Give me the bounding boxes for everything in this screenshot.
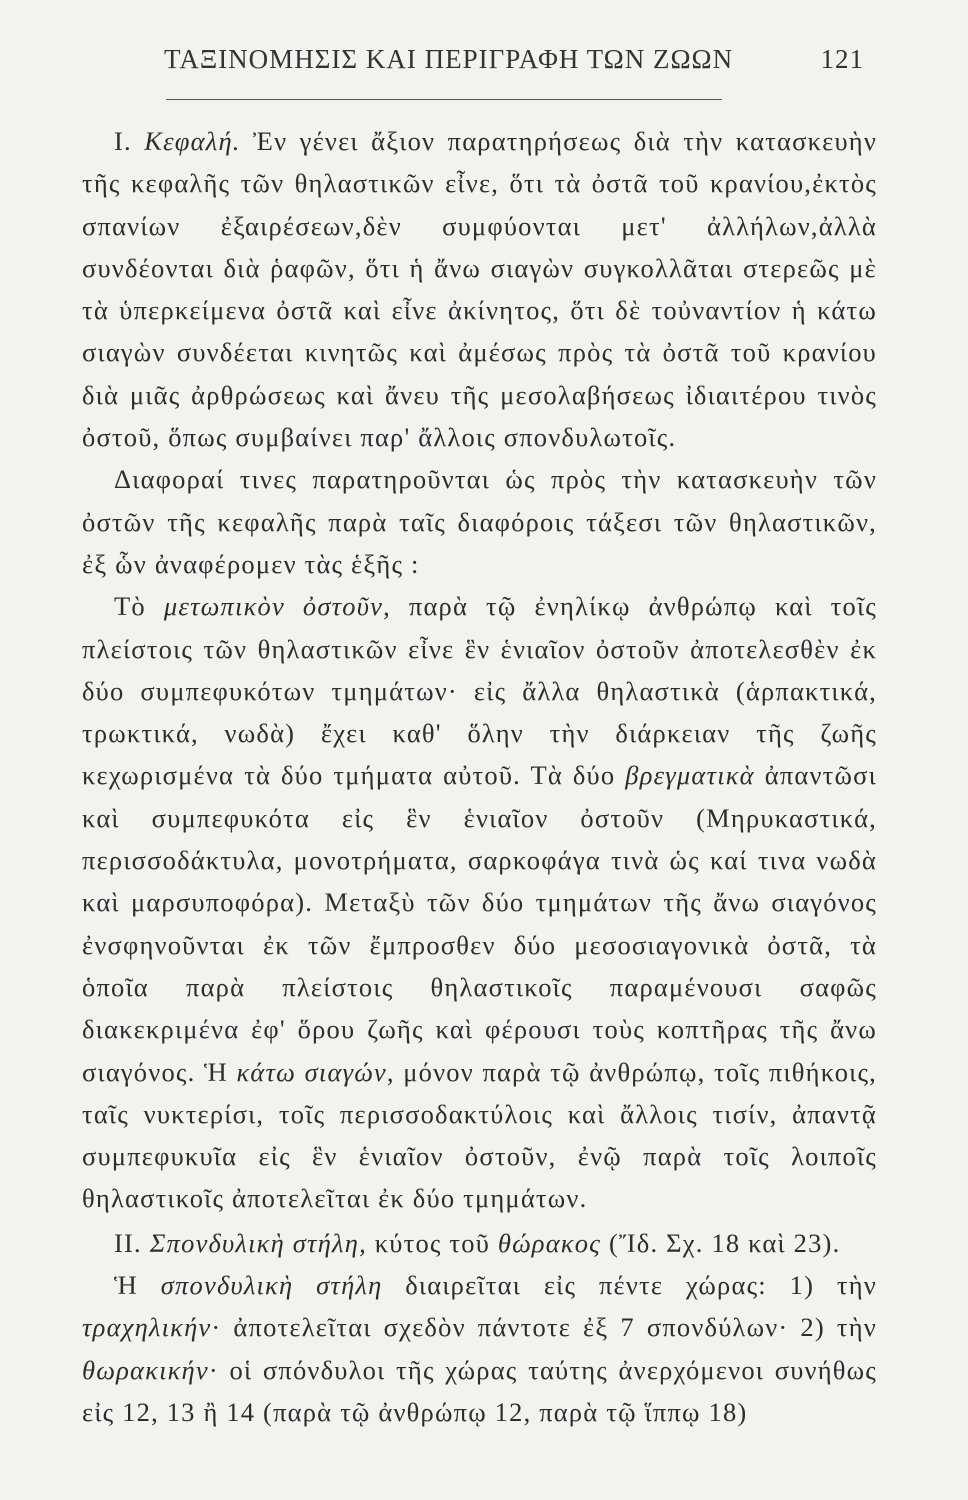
section-1-title: Κεφαλή. (144, 126, 241, 156)
running-head (164, 44, 864, 88)
term-thoracic: θωρακικήν (82, 1354, 209, 1385)
text-fragment: · ἀποτελεῖται σχεδὸν πάντοτε ἐξ 7 σπονδύλων· 2) τὴν (211, 1312, 877, 1343)
term-cervical: τραχηλικήν (82, 1312, 212, 1343)
text-fragment: · οἱ σπόνδυλοι τῆς χώρας ταύτης ἀνερχόμενοι συνήθως εἰς 12, 13 ἢ 14 (παρὰ τῷ ἀνθρώπῳ 12, παρὰ τῷ ἵππῳ 18) (82, 1354, 877, 1427)
section-2-paragraph-1 (82, 1264, 877, 1433)
term-lower-jaw: κάτω σιαγών (236, 1056, 387, 1087)
text-fragment: διαιρεῖται εἰς πέντε χώρας: 1) τὴν (382, 1270, 877, 1301)
section-1-paragraph-2 (82, 458, 877, 585)
text-fragment: ἀπαντῶσι καὶ συμπεφυκότα εἰς ἓν ἑνιαῖον ὀστοῦν (Μηρυκαστικά, περισσοδάκτυλα, μονοτρήματα, σαρκοφάγα τινὰ ὡς καί τινα νωδὰ καὶ μαρσυποφόρα). Μεταξὺ τῶν δύο τμημάτων τῆς ἄνω σιαγόνος ἐνσφηνοῦνται ἐκ τῶν ἔμπροσθεν δύο μεσοσιαγονικὰ ὀστᾶ, τὰ ὁποῖα παρὰ πλείστοις θηλαστικοῖς παραμένουσι σαφῶς διακεκριμένα ἐφ' ὅρου ζωῆς καὶ φέρουσι τοὺς κοπτῆρας τῆς ἄνω σιαγόνος. Ἡ (82, 760, 877, 1087)
section-1-text-1: Ἐν γένει ἄξιον παρατηρήσεως διὰ τὴν κατασκευὴν τῆς κεφαλῆς τῶν θηλαστικῶν εἶνε, ὅτι τὰ ὀστᾶ τοῦ κρανίου,ἐκτὸς σπανίων ἐξαιρέσεων,δὲν συμφύονται μετ' ἀλλήλων,ἀλλὰ συνδέονται διὰ ῥαφῶν, ὅτι ἡ ἄνω σιαγὼν συγκολλᾶται στερεῶς μὲ τὰ ὑπερκείμενα ὀστᾶ καὶ εἶνε ἀκίνητος, ὅτι δὲ τοὐναντίον ἡ κάτω σιαγὼν συνδέεται κινητῶς καὶ ἀμέσως πρὸς τὰ ὀστᾶ τοῦ κρανίου διὰ μιᾶς ἀρθρώσεως καὶ ἄνευ τῆς μεσολαβήσεως ἰδιαιτέρου τινὸς ὀστοῦ, ὅπως συμβαίνει παρ' ἄλλοις σπονδυλωτοῖς. (82, 126, 878, 453)
term-parietal: βρεγματικὰ (625, 760, 755, 791)
figure-reference: (Ἴδ. Σχ. 18 καὶ 23). (601, 1227, 841, 1258)
section-1-paragraph-1 (82, 120, 877, 458)
section-2-number: II. (114, 1227, 142, 1258)
main-text (82, 120, 877, 1433)
term-frontal-bone: μετωπικὸν ὀστοῦν (163, 591, 384, 622)
page-number: 121 (820, 44, 864, 74)
term-thorax: θώρακος (497, 1227, 602, 1258)
text-fragment: Τὸ (114, 591, 164, 622)
section-2-title: Σπονδυλικὴ στήλη, (149, 1227, 367, 1258)
section-2-heading (82, 1222, 877, 1264)
header-rule (166, 99, 722, 100)
text-fragment: , παρὰ τῷ ἐνηλίκῳ ἀνθρώπῳ καὶ τοῖς πλείστοις τῶν θηλαστικῶν εἶνε ἓν ἑνιαῖον ὀστοῦν ἀποτελεσθὲν ἐκ δύο συμπεφυκότων τμημάτων· εἰς ἄλλα θηλαστικὰ (ἁρπακτικά, τρωκτικά, νωδὰ) ἔχει καθ' ὅλην τὴν διάρκειαν τῆς ζωῆς κεχωρισμένα τὰ δύο τμήματα αὐτοῦ. Τὰ δύο (82, 591, 877, 791)
text-fragment: , μόνον παρὰ τῷ ἀνθρώπῳ, τοῖς πιθήκοις, ταῖς νυκτερίσι, τοῖς περισσοδακτύλοις καὶ ἄλλοις τισίν, ἀπαντᾷ συμπεφυκυῖα εἰς ἓν ἑνιαῖον ὀστοῦν, ἐνῷ παρὰ τοῖς λοιποῖς θηλαστικοῖς ἀποτελεῖται ἐκ δύο τμημάτων. (82, 1056, 877, 1214)
term-spinal-column: σπονδυλικὴ στήλη (160, 1270, 383, 1301)
running-head-title: ΤΑΞΙΝΟΜΗΣΙΣ ΚΑΙ ΠΕΡΙΓΡΑΦΗ ΤΩΝ ΖΩΩΝ (164, 44, 734, 74)
section-1-paragraph-3 (82, 585, 877, 1219)
text-fragment: Ἡ (114, 1270, 161, 1301)
section-1-number: I. (114, 126, 132, 156)
text-fragment: κύτος τοῦ (366, 1227, 498, 1258)
section-1-text-2: Διαφοραί τινες παρατηροῦνται ὡς πρὸς τὴν κατασκευὴν τῶν ὀστῶν τῆς κεφαλῆς παρὰ ταῖς διαφόροις τάξεσι τῶν θηλαστικῶν, ἐξ ὧν ἀναφέρομεν τὰς ἑξῆς : (82, 464, 877, 579)
